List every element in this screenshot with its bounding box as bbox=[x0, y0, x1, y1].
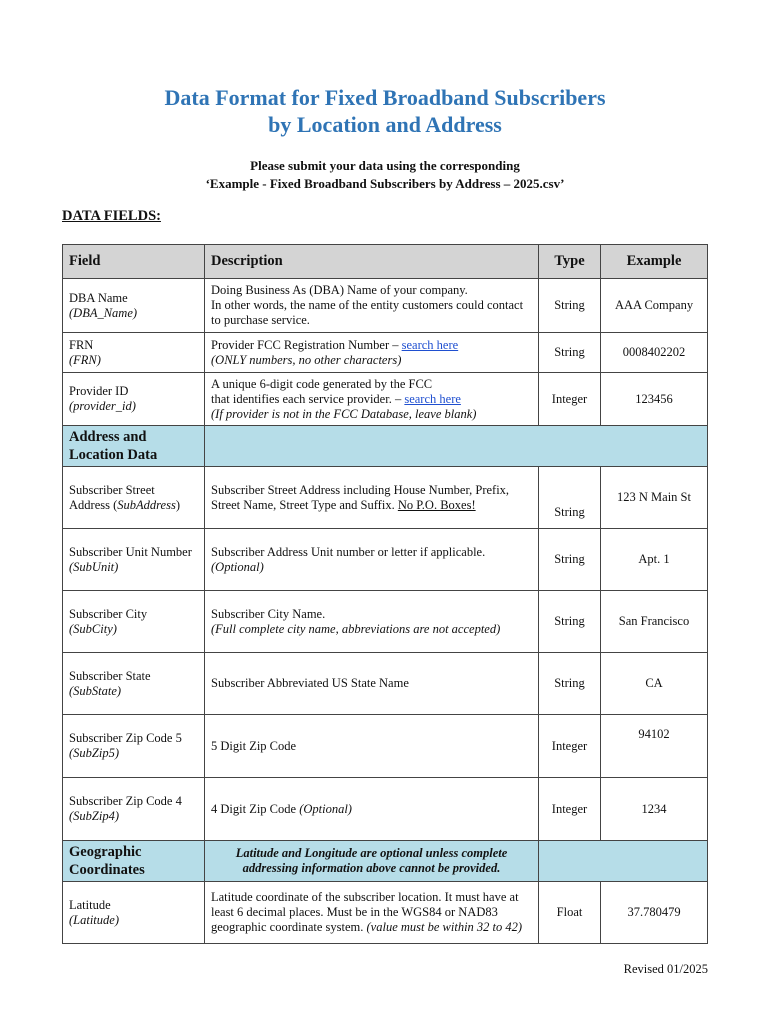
field-code: (DBA_Name) bbox=[69, 305, 138, 320]
field-cell bbox=[63, 279, 205, 333]
description-cell: Subscriber Abbreviated US State Name bbox=[205, 653, 539, 715]
description-cell bbox=[205, 882, 539, 944]
example-cell: 37.780479 bbox=[601, 882, 708, 944]
example-cell: AAA Company bbox=[601, 279, 708, 333]
field-cell bbox=[63, 333, 205, 373]
description-line bbox=[211, 498, 532, 513]
frn-search-link[interactable]: search here bbox=[401, 337, 459, 352]
description-range: (value must be within 32 to 42) bbox=[366, 920, 523, 934]
description-line: In other words, the name of the entity customers could contact bbox=[211, 298, 524, 312]
field-code: SubAddress bbox=[117, 497, 176, 512]
section-fill bbox=[539, 841, 708, 882]
table-row-city bbox=[63, 591, 708, 653]
table-row-latitude bbox=[63, 882, 708, 944]
field-code: (provider_id) bbox=[69, 399, 136, 413]
description-line: A unique 6-digit code generated by the FCC bbox=[211, 376, 433, 391]
table-row-zip4 bbox=[63, 778, 708, 841]
section-title-line: Geographic bbox=[69, 844, 142, 860]
field-label: Provider ID bbox=[69, 384, 129, 398]
type-cell: String bbox=[539, 333, 601, 373]
example-cell: CA bbox=[601, 653, 708, 715]
field-label-text: Address ( bbox=[69, 497, 118, 512]
document-title-line2: by Location and Address bbox=[268, 112, 502, 137]
field-code: (SubCity) bbox=[69, 621, 117, 636]
example-cell: Apt. 1 bbox=[601, 529, 708, 591]
description-cell bbox=[205, 778, 539, 841]
example-cell: 123 N Main St bbox=[601, 467, 708, 529]
data-fields-heading: DATA FIELDS: bbox=[62, 208, 161, 224]
field-cell bbox=[63, 591, 205, 653]
data-fields-table bbox=[62, 244, 708, 944]
description-line bbox=[211, 338, 532, 353]
type-cell: Integer bbox=[539, 778, 601, 841]
description-cell bbox=[205, 467, 539, 529]
field-label-text: ) bbox=[175, 497, 181, 512]
field-label: DBA Name bbox=[69, 290, 128, 305]
example-cell: 0008402202 bbox=[601, 333, 708, 373]
field-cell bbox=[63, 373, 205, 426]
description-cell: 5 Digit Zip Code bbox=[205, 715, 539, 778]
description-line: Subscriber City Name. bbox=[211, 606, 326, 621]
field-label: Subscriber City bbox=[69, 606, 148, 621]
field-cell bbox=[63, 653, 205, 715]
field-cell bbox=[63, 529, 205, 591]
field-cell bbox=[63, 467, 205, 529]
description-text: geographic coordinate system. bbox=[211, 920, 367, 934]
revision-date: Revised 01/2025 bbox=[623, 962, 708, 976]
field-label: Subscriber Zip Code 4 bbox=[69, 794, 182, 808]
example-cell: San Francisco bbox=[601, 591, 708, 653]
type-cell: Float bbox=[539, 882, 601, 944]
section-row-geographic bbox=[63, 841, 708, 882]
description-line: Subscriber Street Address including House Number, Prefix, bbox=[211, 482, 510, 497]
field-cell bbox=[63, 778, 205, 841]
description-line bbox=[211, 392, 532, 407]
description-line: least 6 decimal places. Must be in the WGS84 or NAD83 bbox=[211, 905, 498, 919]
no-po-boxes-note: No P.O. Boxes! bbox=[397, 497, 476, 512]
header-field: Field bbox=[63, 245, 205, 279]
field-label: Subscriber State bbox=[69, 668, 151, 683]
description-cell bbox=[205, 373, 539, 426]
example-cell: 1234 bbox=[601, 778, 708, 841]
description-line: (Full complete city name, abbreviations are not accepted) bbox=[211, 621, 501, 636]
description-cell bbox=[205, 333, 539, 373]
field-cell bbox=[63, 882, 205, 944]
header-description: Description bbox=[205, 245, 539, 279]
section-note bbox=[205, 841, 539, 882]
type-cell: Integer bbox=[539, 715, 601, 778]
field-label: Latitude bbox=[69, 897, 111, 912]
description-text: 4 Digit Zip Code bbox=[211, 801, 300, 816]
type-cell: String bbox=[539, 467, 601, 529]
provider-id-search-link[interactable]: search here bbox=[404, 391, 461, 406]
section-note-line: Latitude and Longitude are optional unless complete bbox=[235, 846, 508, 860]
description-line: (Optional) bbox=[211, 559, 264, 574]
document-title: Data Format for Fixed Broadband Subscribers bbox=[164, 85, 606, 110]
description-text: Street Name, Street Type and Suffix. bbox=[211, 497, 398, 512]
description-line bbox=[211, 920, 532, 935]
field-code: (SubState) bbox=[69, 683, 122, 698]
field-label-line2 bbox=[69, 498, 198, 513]
instructions-line2: ‘Example - Fixed Broadband Subscribers by Address – 2025.csv’ bbox=[205, 176, 565, 191]
section-title bbox=[63, 841, 205, 882]
description-optional: (Optional) bbox=[299, 801, 352, 816]
section-fill bbox=[205, 426, 708, 467]
type-cell: String bbox=[539, 591, 601, 653]
type-cell: String bbox=[539, 529, 601, 591]
section-title-line: Location Data bbox=[69, 447, 158, 463]
type-cell: String bbox=[539, 279, 601, 333]
type-cell: Integer bbox=[539, 373, 601, 426]
description-cell bbox=[205, 279, 539, 333]
header-example: Example bbox=[601, 245, 708, 279]
field-code: (SubZip5) bbox=[69, 746, 119, 760]
description-text: that identifies each service provider. – bbox=[211, 391, 405, 406]
field-code: (SubZip4) bbox=[69, 809, 119, 823]
section-row-address bbox=[63, 426, 708, 467]
section-title-line: Coordinates bbox=[69, 862, 145, 878]
description-text: Provider FCC Registration Number – bbox=[211, 337, 402, 352]
header-type: Type bbox=[539, 245, 601, 279]
description-cell bbox=[205, 591, 539, 653]
table-row-frn bbox=[63, 333, 708, 373]
instructions-line1: Please submit your data using the corresponding bbox=[250, 158, 520, 173]
table-row-dba-name bbox=[63, 279, 708, 333]
field-label: Subscriber Street bbox=[69, 482, 155, 497]
example-cell: 94102 bbox=[601, 715, 708, 778]
field-cell bbox=[63, 715, 205, 778]
field-label: Subscriber Zip Code 5 bbox=[69, 731, 182, 745]
description-line: Doing Business As (DBA) Name of your company. bbox=[211, 283, 468, 297]
table-row-unit bbox=[63, 529, 708, 591]
description-line: Subscriber Address Unit number or letter if applicable. bbox=[211, 544, 486, 559]
table-header-row bbox=[63, 245, 708, 279]
description-line: to purchase service. bbox=[211, 313, 310, 327]
field-code: (Latitude) bbox=[69, 912, 119, 927]
section-note-line: addressing information above cannot be provided. bbox=[242, 861, 501, 875]
description-line: Latitude coordinate of the subscriber location. It must have at bbox=[211, 890, 519, 904]
field-label: FRN bbox=[69, 337, 94, 352]
section-title bbox=[63, 426, 205, 467]
description-cell bbox=[205, 529, 539, 591]
table-row-zip5 bbox=[63, 715, 708, 778]
field-code: (SubUnit) bbox=[69, 559, 119, 574]
description-line: (If provider is not in the FCC Database, leave blank) bbox=[211, 406, 477, 421]
field-code: (FRN) bbox=[69, 352, 101, 367]
table-row-provider-id bbox=[63, 373, 708, 426]
table-row-state bbox=[63, 653, 708, 715]
type-cell: String bbox=[539, 653, 601, 715]
example-cell: 123456 bbox=[601, 373, 708, 426]
field-label: Subscriber Unit Number bbox=[69, 544, 192, 559]
table-row-street bbox=[63, 467, 708, 529]
description-line: (ONLY numbers, no other characters) bbox=[211, 352, 402, 367]
section-title-line: Address and bbox=[69, 429, 147, 445]
